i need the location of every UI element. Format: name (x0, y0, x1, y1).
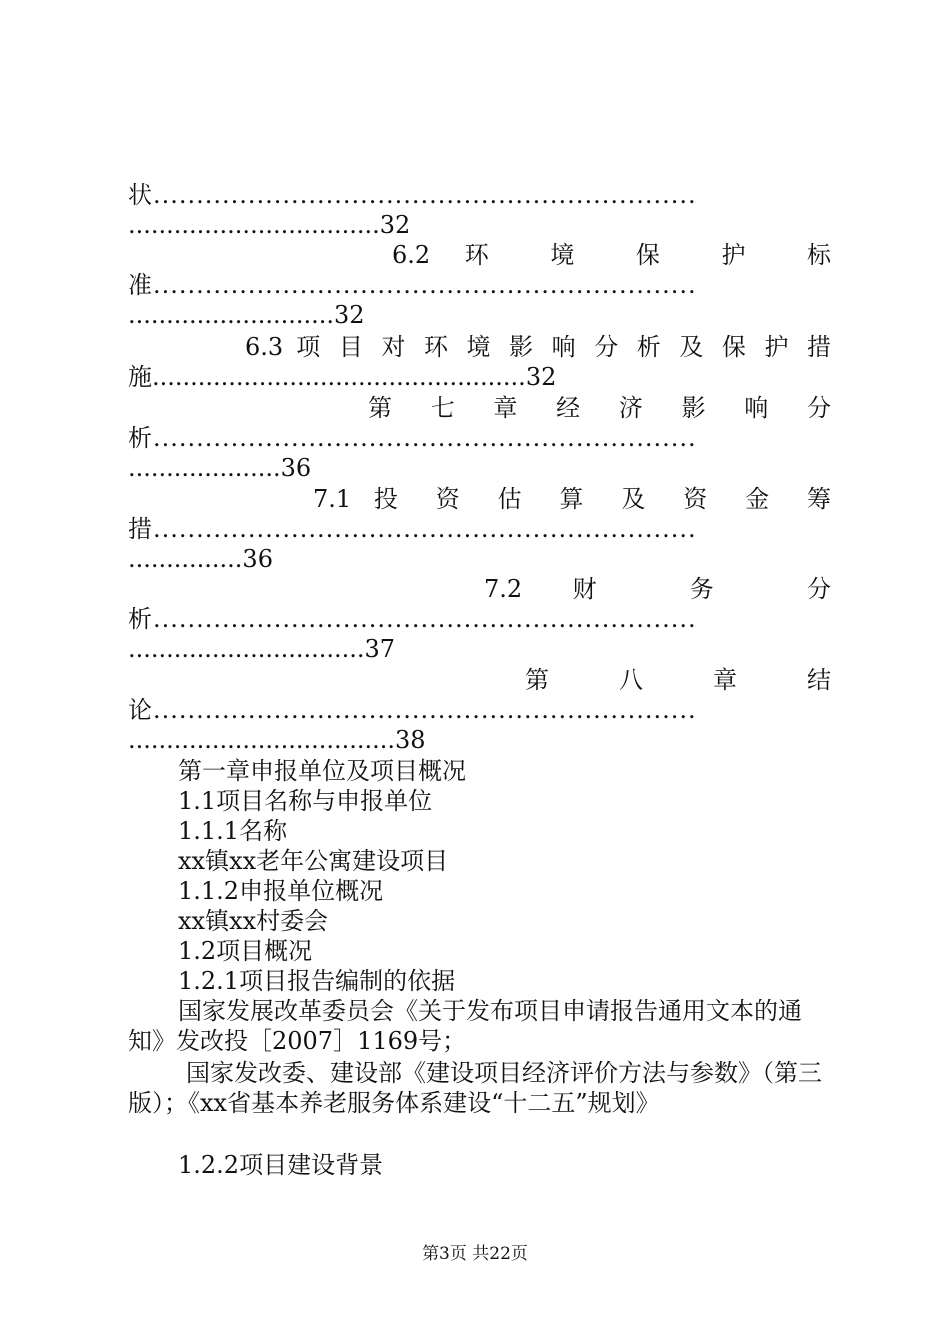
subsection-heading: 1.2.2项目建设背景 (178, 1151, 384, 1179)
section-heading: 1.2项目概况 (178, 937, 313, 965)
basis-paragraph: 国家发展改革委员会《关于发布项目申请报告通用文本的通知》发改投［2007］1169号； (128, 997, 802, 1055)
toc-entry-7-2[interactable]: 7.2 财 务 分 (484, 575, 831, 603)
toc-line: .................................32 (128, 211, 411, 239)
toc-line: ...............................37 (128, 635, 396, 663)
toc-entry-7-1[interactable]: 7.1 投 资 估 算 及 资 金 筹 (313, 485, 831, 513)
section-heading: 1.1项目名称与申报单位 (178, 787, 433, 815)
toc-line: ...........................32 (128, 301, 365, 329)
toc-line: ...................................38 (128, 726, 426, 754)
subsection-heading: 1.2.1项目报告编制的依据 (178, 967, 456, 995)
toc-entry-chapter-8[interactable]: 第 八 章 结 (525, 666, 831, 694)
toc-line: ....................36 (128, 454, 312, 482)
toc-line: 析............................................................... (128, 605, 697, 633)
toc-line: ...............36 (128, 545, 273, 573)
toc-line: 论............................................................... (128, 696, 697, 724)
page-footer: 第3页 共22页 (422, 1244, 528, 1264)
toc-line: 析............................................................... (128, 424, 697, 452)
subsection-heading: 1.1.1名称 (178, 817, 288, 845)
toc-entry-chapter-7[interactable]: 第 七 章 经 济 影 响 分 (368, 394, 831, 422)
toc-line: 施.................................................32 (128, 363, 557, 391)
toc-line: 措............................................................... (128, 515, 697, 543)
toc-entry-6-3[interactable]: 6.3 项 目 对 环 境 影 响 分 析 及 保 护 措 (245, 333, 831, 361)
chapter-heading: 第一章申报单位及项目概况 (178, 757, 466, 785)
project-name: xx镇xx老年公寓建设项目 (178, 847, 449, 875)
basis-paragraph: 国家发改委、建设部《建设项目经济评价方法与参数》（第三版）；《xx省基本养老服务体系建设“十二五”规划》 (128, 1059, 822, 1117)
applicant-unit: xx镇xx村委会 (178, 907, 329, 935)
toc-line: 准............................................................... (128, 271, 697, 299)
toc-entry-6-2[interactable]: 6.2 环 境 保 护 标 (392, 241, 831, 269)
subsection-heading: 1.1.2申报单位概况 (178, 877, 384, 905)
toc-line: 状............................................................... (128, 181, 697, 209)
